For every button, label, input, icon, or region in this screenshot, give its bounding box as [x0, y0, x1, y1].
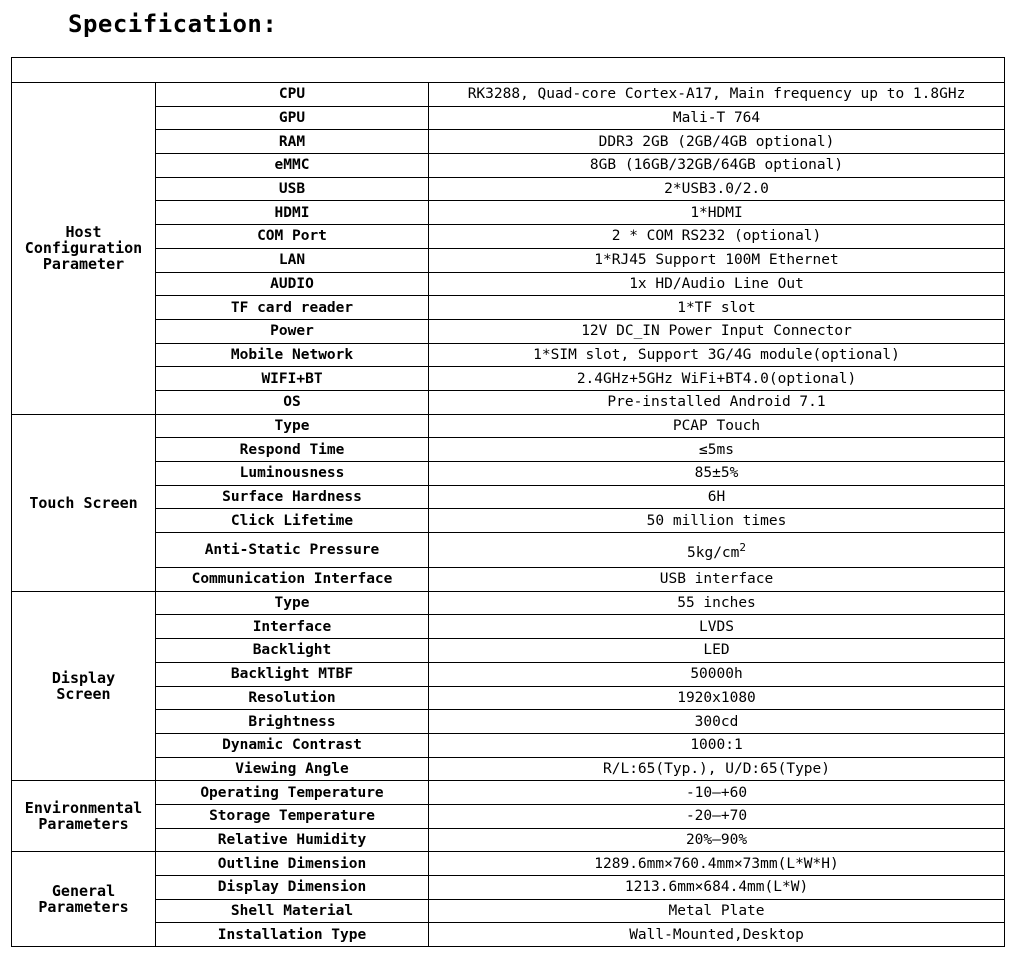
- param-value: [429, 710, 1005, 734]
- param-name: Interface: [156, 615, 429, 639]
- param-value-text: Metal Plate: [668, 903, 765, 920]
- param-name: AUDIO: [156, 272, 429, 296]
- param-value-text: 1920x1080: [677, 689, 756, 706]
- param-value-text: 20%—90%: [685, 831, 748, 848]
- group-label-line: Parameters: [38, 898, 129, 917]
- param-name: Display Dimension: [156, 876, 429, 900]
- param-value: [429, 509, 1005, 533]
- param-value-text: 12V DC_IN Power Input Connector: [581, 323, 852, 340]
- param-value: [429, 828, 1005, 852]
- param-value: [429, 390, 1005, 414]
- param-value: [429, 662, 1005, 686]
- param-name: Type: [156, 414, 429, 438]
- table-row: [12, 662, 1005, 686]
- param-value-text: PCAP Touch: [672, 417, 761, 434]
- param-name: eMMC: [156, 154, 429, 178]
- table-row: [12, 828, 1005, 852]
- param-name: Outline Dimension: [156, 852, 429, 876]
- param-name: LAN: [156, 248, 429, 272]
- param-value: [429, 462, 1005, 486]
- param-value-text: 300cd: [694, 713, 739, 730]
- param-value-text: 50000h: [690, 666, 743, 683]
- param-name: Communication Interface: [156, 568, 429, 592]
- param-name: TF card reader: [156, 296, 429, 320]
- group-label: [12, 83, 156, 415]
- param-value-text: 1*RJ45 Support 100M Ethernet: [594, 252, 839, 269]
- table-row: [12, 367, 1005, 391]
- param-value-text: 1213.6mm×684.4mm(L*W): [624, 879, 809, 896]
- param-value: [429, 923, 1005, 947]
- table-row: [12, 485, 1005, 509]
- table-header-row: [12, 58, 1005, 83]
- param-value-text: USB interface: [659, 571, 774, 588]
- param-value: [429, 485, 1005, 509]
- param-name: Operating Temperature: [156, 781, 429, 805]
- param-value: [429, 319, 1005, 343]
- table-row: [12, 899, 1005, 923]
- table-row: [12, 438, 1005, 462]
- param-value-text: -20—+70: [685, 808, 748, 825]
- param-name: WIFI+BT: [156, 367, 429, 391]
- param-value-text: -10—+60: [685, 784, 748, 801]
- param-name: Respond Time: [156, 438, 429, 462]
- table-row: [12, 876, 1005, 900]
- param-name: HDMI: [156, 201, 429, 225]
- table-row: [12, 106, 1005, 130]
- table-row: [12, 296, 1005, 320]
- table-row: [12, 568, 1005, 592]
- param-value: [429, 899, 1005, 923]
- param-value: [429, 296, 1005, 320]
- param-name: Resolution: [156, 686, 429, 710]
- group-label-line: Configuration: [24, 239, 143, 258]
- table-header-cell: [12, 58, 1005, 83]
- param-name: Brightness: [156, 710, 429, 734]
- param-name: Shell Material: [156, 899, 429, 923]
- param-value: [429, 757, 1005, 781]
- specification-table: [11, 57, 1005, 947]
- param-value-text: 1*HDMI: [690, 204, 743, 221]
- table-row: [12, 130, 1005, 154]
- param-value: [429, 130, 1005, 154]
- group-label-line: Display: [51, 669, 116, 687]
- table-row: [12, 390, 1005, 414]
- param-name: Surface Hardness: [156, 485, 429, 509]
- param-value: [429, 225, 1005, 249]
- param-value: [429, 639, 1005, 663]
- table-row: [12, 319, 1005, 343]
- table-row: [12, 757, 1005, 781]
- param-value-text: DDR3 2GB (2GB/4GB optional): [598, 133, 835, 150]
- param-name: Dynamic Contrast: [156, 733, 429, 757]
- page-title: Specification:: [68, 10, 278, 38]
- param-value-text: 85±5%: [694, 465, 739, 482]
- table-row: [12, 804, 1005, 828]
- param-name: Click Lifetime: [156, 509, 429, 533]
- param-value: [429, 106, 1005, 130]
- param-value: [429, 615, 1005, 639]
- table-row: [12, 686, 1005, 710]
- group-label: [12, 591, 156, 781]
- param-name: Backlight MTBF: [156, 662, 429, 686]
- table-row: [12, 154, 1005, 178]
- table-row: [12, 781, 1005, 805]
- group-label-line: Touch Screen: [29, 493, 138, 512]
- param-value-text: 6H: [707, 489, 726, 506]
- table-row: [12, 710, 1005, 734]
- group-label: [12, 781, 156, 852]
- group-label-line: Parameters: [38, 815, 129, 834]
- param-value: [429, 272, 1005, 296]
- table-row: [12, 615, 1005, 639]
- param-value: [429, 83, 1005, 107]
- param-value: [429, 852, 1005, 876]
- param-value: [429, 201, 1005, 225]
- param-value: [429, 804, 1005, 828]
- param-value: [429, 686, 1005, 710]
- param-value-text: 1000:1: [690, 737, 743, 754]
- group-label-line: Environmental: [24, 799, 143, 818]
- param-value-text: R/L:65(Typ.), U/D:65(Type): [603, 760, 830, 777]
- param-value-text: 2.4GHz+5GHz WiFi+BT4.0(optional): [576, 370, 857, 387]
- table-row: [12, 414, 1005, 438]
- param-name: COM Port: [156, 225, 429, 249]
- param-value-text: 1x HD/Audio Line Out: [629, 275, 804, 292]
- param-value: [429, 367, 1005, 391]
- table-row: [12, 83, 1005, 107]
- group-label-line: General: [51, 882, 116, 901]
- param-value: [429, 343, 1005, 367]
- table-row: [12, 225, 1005, 249]
- param-name: RAM: [156, 130, 429, 154]
- param-value-text: 5kg/cm: [687, 544, 740, 561]
- param-value-text: 1*TF slot: [677, 299, 756, 316]
- param-value-text: Wall-Mounted,Desktop: [629, 926, 804, 943]
- param-value: [429, 591, 1005, 615]
- param-value-text: RK3288, Quad-core Cortex-A17, Main frequency up to 1.8GHz: [467, 86, 966, 103]
- param-value-text: 55 inches: [677, 595, 756, 612]
- param-value-text: ≤5ms: [699, 441, 734, 458]
- param-name: Anti-Static Pressure: [156, 533, 429, 568]
- param-name: GPU: [156, 106, 429, 130]
- param-value-text: 1289.6mm×760.4mm×73mm(L*W*H): [594, 855, 839, 872]
- group-label: [12, 852, 156, 947]
- param-name: Power: [156, 319, 429, 343]
- table-row: [12, 533, 1005, 568]
- param-value-text: 2*USB3.0/2.0: [664, 181, 769, 198]
- param-name: Installation Type: [156, 923, 429, 947]
- group-label: [12, 414, 156, 591]
- param-value-text: 50 million times: [646, 512, 787, 529]
- param-value: [429, 177, 1005, 201]
- param-value: [429, 533, 1005, 568]
- param-name: Relative Humidity: [156, 828, 429, 852]
- table-row: [12, 177, 1005, 201]
- param-value: [429, 568, 1005, 592]
- table-row: [12, 272, 1005, 296]
- param-name: Viewing Angle: [156, 757, 429, 781]
- param-value-superscript: 2: [739, 540, 747, 554]
- param-value-text: 2 * COM RS232 (optional): [611, 228, 822, 245]
- param-value-text: LVDS: [699, 618, 734, 635]
- param-value: [429, 154, 1005, 178]
- param-value-text: 8GB (16GB/32GB/64GB optional): [589, 157, 844, 174]
- param-value: [429, 438, 1005, 462]
- param-value: [429, 876, 1005, 900]
- table-row: [12, 852, 1005, 876]
- param-name: Type: [156, 591, 429, 615]
- param-value-text: LED: [703, 642, 730, 659]
- param-value: [429, 414, 1005, 438]
- param-value-text: Mali-T 764: [672, 110, 761, 127]
- param-name: Luminousness: [156, 462, 429, 486]
- table-row: [12, 462, 1005, 486]
- table-row: [12, 923, 1005, 947]
- param-value: [429, 248, 1005, 272]
- table-row: [12, 343, 1005, 367]
- param-value: [429, 781, 1005, 805]
- table-row: [12, 733, 1005, 757]
- group-label-line: Screen: [56, 685, 111, 703]
- param-name: CPU: [156, 83, 429, 107]
- param-name: Storage Temperature: [156, 804, 429, 828]
- table-row: [12, 201, 1005, 225]
- param-name: Mobile Network: [156, 343, 429, 367]
- group-label-line: Parameter: [42, 255, 125, 274]
- table-row: [12, 639, 1005, 663]
- group-label-line: Host: [65, 223, 102, 242]
- table-row: [12, 509, 1005, 533]
- param-name: Backlight: [156, 639, 429, 663]
- param-value: [429, 733, 1005, 757]
- table-row: [12, 248, 1005, 272]
- param-value-text: 1*SIM slot, Support 3G/4G module(optional): [533, 346, 900, 363]
- param-value-text: Pre-installed Android 7.1: [607, 394, 826, 411]
- param-name: OS: [156, 390, 429, 414]
- table-row: [12, 591, 1005, 615]
- param-name: USB: [156, 177, 429, 201]
